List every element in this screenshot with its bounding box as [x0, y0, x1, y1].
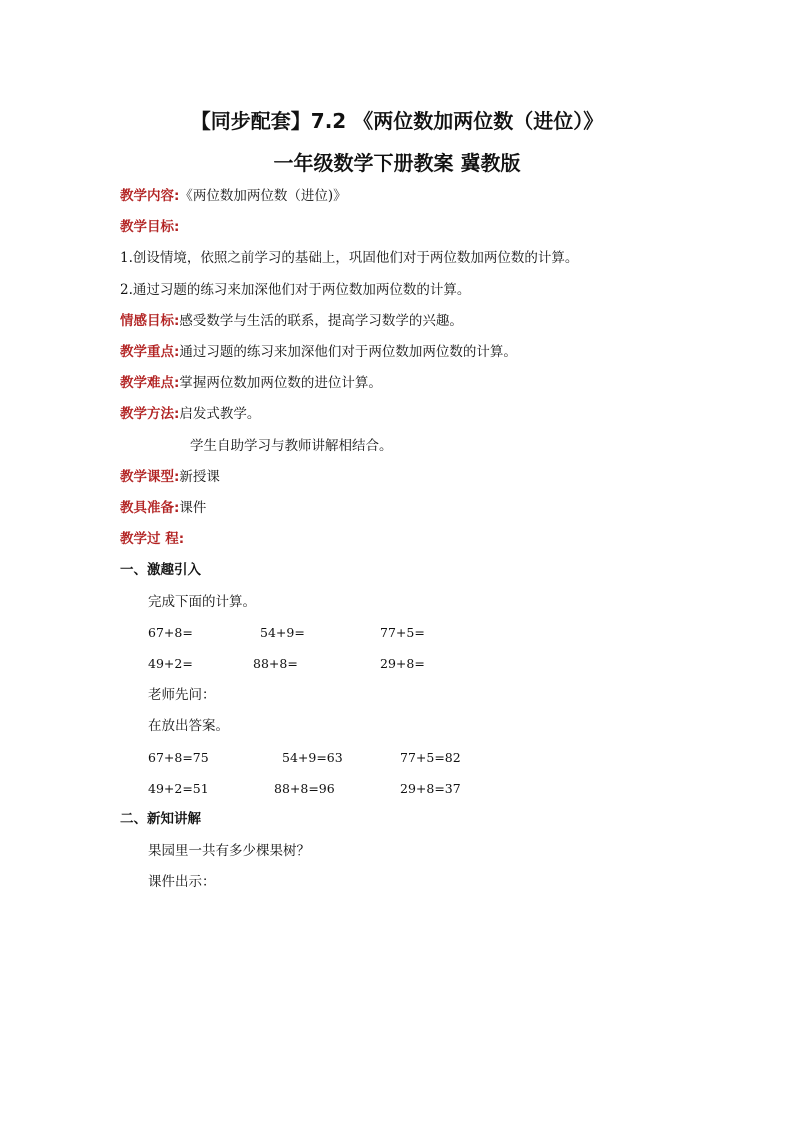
exercise-4: 49+2= — [148, 656, 193, 671]
difficulty-value: 掌握两位数加两位数的进位计算。 — [179, 375, 382, 391]
answer-2: 54+9=63 — [282, 750, 343, 765]
content-label: 教学内容: — [120, 188, 180, 204]
section2-question: 果园里一共有多少棵果树？ — [148, 843, 310, 859]
key-point-line — [120, 343, 517, 361]
answer-6: 29+8=37 — [400, 781, 461, 796]
method-label: 教学方法: — [120, 406, 180, 422]
document-title-line1: 【同步配套】7.2 《两位数加两位数（进位）》 — [190, 109, 604, 133]
answer-5: 88+8=96 — [274, 781, 335, 796]
answer-intro-line: 在放出答案。 — [148, 718, 229, 734]
emotion-line — [120, 312, 463, 330]
answer-4: 49+2=51 — [148, 781, 209, 796]
teacher-line: 老师先问： — [148, 687, 216, 703]
lesson-type-value: 新授课 — [179, 469, 220, 485]
exercise-1: 67+8= — [148, 625, 193, 640]
tools-line — [120, 499, 206, 517]
lesson-type-line — [120, 468, 220, 486]
goals-label: 教学目标: — [120, 219, 180, 235]
emotion-value: 感受数学与生活的联系，提高学习数学的兴趣。 — [179, 313, 463, 329]
tools-value: 课件 — [179, 500, 207, 516]
lesson-type-label: 教学课型: — [120, 469, 180, 485]
goals-line — [120, 218, 179, 236]
document-title-line2: 一年级数学下册教案 冀教版 — [273, 151, 521, 175]
answer-1: 67+8=75 — [148, 750, 209, 765]
difficulty-line — [120, 374, 382, 392]
exercise-5: 88+8= — [253, 656, 298, 671]
method-value-2: 学生自助学习与教师讲解相结合。 — [190, 438, 393, 454]
goal-item-2: 2.通过习题的练习来加深他们对于两位数加两位数的计算。 — [120, 282, 471, 298]
method-value: 启发式教学。 — [179, 406, 261, 422]
content-line — [120, 187, 347, 205]
content-value: 《两位数加两位数（进位)》 — [179, 188, 347, 204]
exercise-6: 29+8= — [380, 656, 425, 671]
section2-heading: 二、新知讲解 — [120, 811, 201, 827]
emotion-label: 情感目标: — [120, 313, 180, 329]
process-line — [120, 530, 184, 548]
section2-courseware: 课件出示： — [148, 874, 216, 890]
tools-label: 教具准备: — [120, 500, 180, 516]
exercise-2: 54+9= — [260, 625, 305, 640]
key-point-label: 教学重点: — [120, 344, 180, 360]
section1-heading: 一、激趣引入 — [120, 562, 201, 578]
answer-3: 77+5=82 — [400, 750, 461, 765]
method-line — [120, 405, 260, 423]
goal-item-1: 1.创设情境，依照之前学习的基础上，巩固他们对于两位数加两位数的计算。 — [120, 250, 579, 266]
difficulty-label: 教学难点: — [120, 375, 180, 391]
section1-intro: 完成下面的计算。 — [148, 594, 256, 610]
process-label: 教学过 程: — [120, 531, 185, 547]
key-point-value: 通过习题的练习来加深他们对于两位数加两位数的计算。 — [179, 344, 517, 360]
exercise-3: 77+5= — [380, 625, 425, 640]
